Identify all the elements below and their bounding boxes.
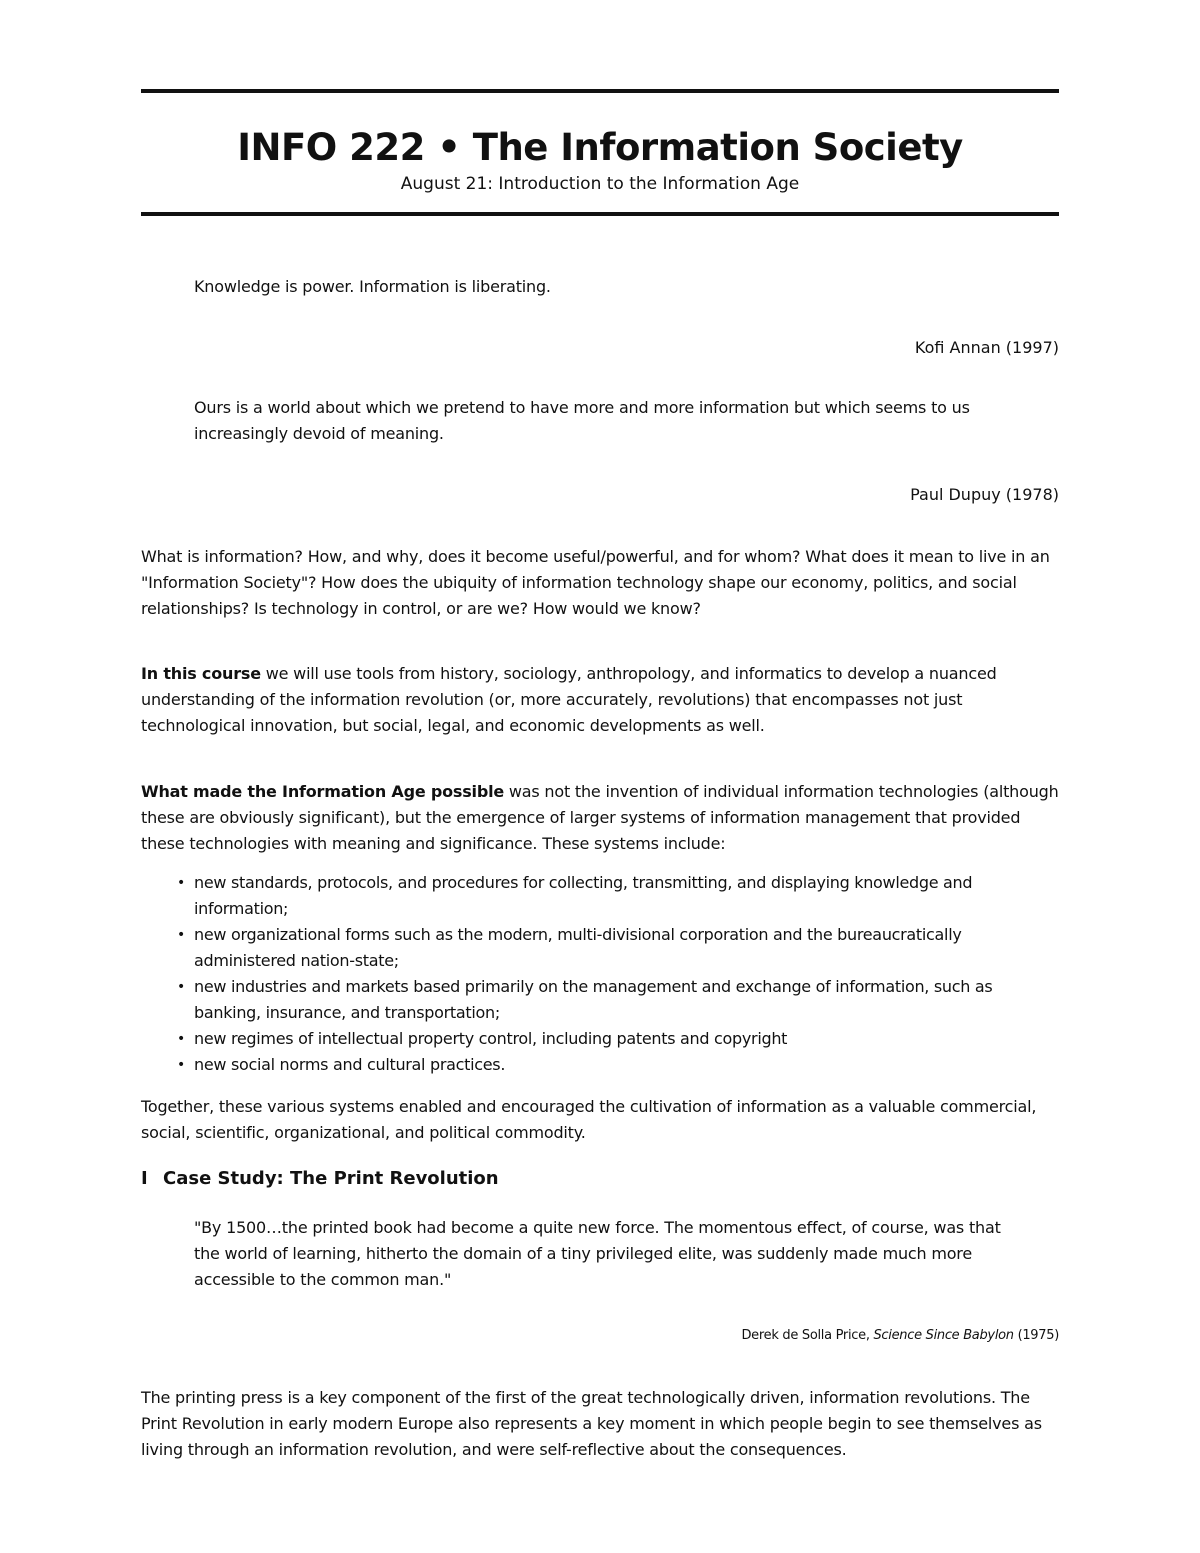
list-item: • new social norms and cultural practices. bbox=[141, 1052, 1059, 1078]
list-item: • new industries and markets based primarily on the management and exchange of information, such as banking, insurance, and transportation; bbox=[141, 974, 1059, 1026]
header-top-rule bbox=[141, 89, 1059, 93]
list-item: • new regimes of intellectual property control, including patents and copyright bbox=[141, 1026, 1059, 1052]
section-quote: "By 1500…the printed book had become a quite new force. The momentous effect, of course, was that the world of learning, hitherto the domain of a tiny privileged elite, was suddenly made much more accessible to the common man." bbox=[194, 1218, 1001, 1289]
course-paragraph bbox=[141, 661, 1059, 739]
header-bottom-rule bbox=[141, 212, 1059, 216]
section-title: Case Study: The Print Revolution bbox=[163, 1168, 499, 1189]
section-number: I bbox=[141, 1168, 148, 1189]
section-heading bbox=[141, 1166, 499, 1192]
age-paragraph bbox=[141, 779, 1059, 857]
list-item: • new standards, protocols, and procedures for collecting, transmitting, and displaying knowledge and information; bbox=[141, 870, 1059, 922]
together-paragraph: Together, these various systems enabled and encouraged the cultivation of information as a valuable commercial, social, scientific, organizational, and political commodity. bbox=[141, 1097, 1037, 1142]
page-title: INFO 222 • The Information Society bbox=[237, 126, 963, 169]
bullet-icon: • bbox=[177, 1057, 185, 1073]
bullet-icon: • bbox=[177, 1031, 185, 1047]
systems-list bbox=[141, 870, 1059, 1078]
book-title: Science Since Babylon bbox=[873, 1328, 1014, 1343]
epigraph-2-attribution: Paul Dupuy (1978) bbox=[910, 485, 1059, 504]
age-lead: What made the Information Age possible bbox=[141, 782, 505, 801]
bullet-icon: • bbox=[177, 875, 185, 891]
course-text: we will use tools from history, sociology, anthropology, and informatics to develop a nuanced understanding of the information revolution (or, more accurately, revolutions) that encompasses not just technological innovation, but social, legal, and economic developments as well. bbox=[141, 664, 997, 735]
course-lead: In this course bbox=[141, 664, 261, 683]
epigraph-2-text: Ours is a world about which we pretend to have more and more information but which seems to us increasingly devoid of meaning. bbox=[194, 398, 970, 443]
age-text: was not the invention of individual information technologies (although these are obviously significant), but the emergence of larger systems of information management that provided these technologies with meaning and significance. These systems include: bbox=[141, 782, 1059, 853]
list-item: • new organizational forms such as the modern, multi-divisional corporation and the bureaucratically administered nation-state; bbox=[141, 922, 1059, 974]
epigraph-1-attribution: Kofi Annan (1997) bbox=[914, 338, 1059, 357]
epigraph-1-text: Knowledge is power. Information is liberating. bbox=[194, 277, 551, 296]
bullet-icon: • bbox=[177, 979, 185, 995]
section-quote-attribution: Derek de Solla Price, Science Since Babylon (1975) bbox=[741, 1328, 1059, 1343]
page-subtitle: August 21: Introduction to the Information Age bbox=[400, 174, 800, 194]
intro-questions-paragraph: What is information? How, and why, does it become useful/powerful, and for whom? What does it mean to live in an "Information Society"? How does the ubiquity of information technology shape our economy, politics, and social relationships? Is technology in control, or are we? How would we know? bbox=[141, 547, 1050, 618]
bullet-icon: • bbox=[177, 927, 185, 943]
print-revolution-paragraph: The printing press is a key component of the first of the great technologically driven, information revolutions. The Print Revolution in early modern Europe also represents a key moment in which people begin to see themselves as living through an information revolution, and were self-reflective about the consequences. bbox=[141, 1388, 1042, 1459]
